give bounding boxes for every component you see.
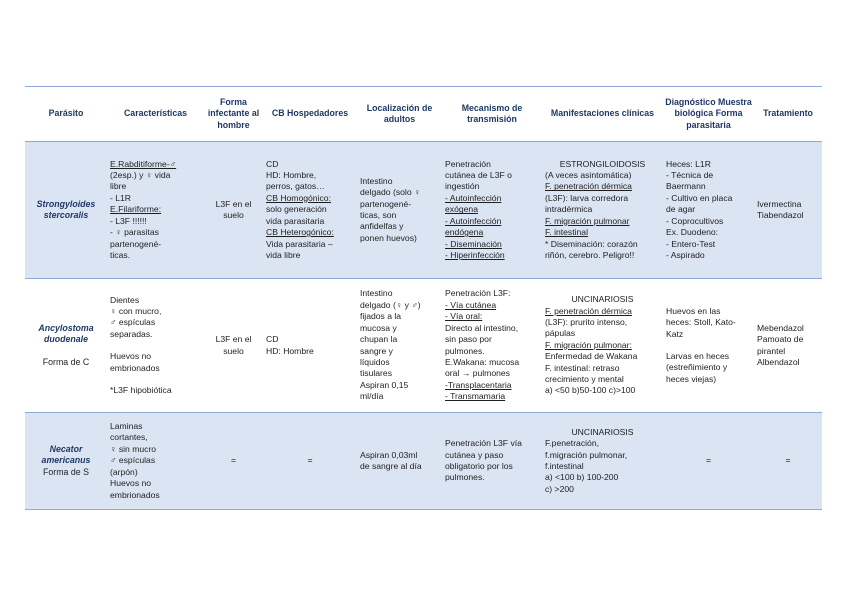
text-line: cutánea de L3F o [445, 170, 512, 181]
text-line: F. intestinal [545, 227, 588, 238]
text-line: - Entero-Test [666, 238, 716, 249]
header-mecanismo: Mecanismo de transmisión [442, 87, 542, 142]
text-line: Baermann [666, 181, 706, 192]
header-cb-hospedadores: CB Hospedadores [263, 87, 357, 142]
manifestaciones-cell [542, 142, 663, 279]
text-line: solo generación [266, 204, 327, 215]
text-line: delgado (♀ y ♂) [360, 299, 421, 310]
text-line: Dientes [110, 294, 140, 305]
text-line: F. migración pulmonar: [545, 339, 632, 350]
parasite-cell [25, 279, 107, 413]
text-line: Larvas en heces [666, 351, 730, 361]
text-line: tisulares [360, 368, 392, 379]
text-line: Aspiran 0,03ml [360, 449, 418, 460]
text-line: pulmones. [445, 345, 485, 356]
diagnostico-cell [663, 413, 754, 510]
parasite-cell [25, 413, 107, 510]
localizacion-cell [357, 142, 442, 279]
text-line: Penetración L3F: [445, 288, 511, 299]
text-line: delgado (solo ♀ [360, 187, 421, 198]
text-line: CD [266, 158, 279, 169]
header-diagnostico: Diagnóstico Muestra biológica Forma parasitaria [663, 87, 754, 142]
text-line: Enfermedad de Wakana [545, 351, 638, 362]
diagnostico-cell [663, 142, 754, 279]
text-line: libre [110, 181, 127, 192]
text-line: cutánea y paso [445, 449, 504, 460]
text-line: pápulas [545, 328, 576, 339]
text-line: - Hiperinfección [445, 249, 505, 260]
text-line: - Aspirado [666, 249, 705, 260]
text-line: F. penetración dérmica [545, 305, 632, 316]
text-line: - Transmamaria [445, 391, 506, 402]
text-line: F. migración pulmonar [545, 215, 630, 226]
text-line: * Diseminación: corazón [545, 238, 638, 249]
text-line: F.penetración, [545, 438, 599, 449]
text-line: perros, gatos… [266, 181, 325, 192]
tratamiento-cell [754, 279, 822, 413]
parasite-cell [25, 142, 107, 279]
text-line: vida libre [266, 249, 301, 260]
text-line: embrionados [110, 489, 160, 500]
text-line: Directo al intestino, [445, 322, 519, 333]
text-line: pulmones. [445, 472, 485, 483]
parasite-name: Strongyloides stercoralis [36, 198, 96, 220]
text-line: -Transplacentaria [445, 379, 512, 390]
text-line: - Cultivo en placa [666, 192, 733, 203]
text-line: ♀ con mucro, [110, 305, 162, 316]
text-line: ingestión [445, 181, 480, 192]
text-line: - L3F !!!!!! [110, 215, 147, 226]
text-line: f.migración pulmonar, [545, 449, 628, 460]
cb-cell [263, 279, 357, 413]
text-line: de sangre al día [360, 461, 422, 471]
cb-cell [263, 142, 357, 279]
text-line: (A veces asintomática) [545, 170, 632, 181]
text-line: F. penetración dérmica [545, 181, 632, 192]
text-line: chupan la [360, 334, 398, 345]
cb-text: = [307, 455, 313, 466]
text-line: Intestino [360, 288, 393, 299]
text-line: (estreñimiento y [666, 362, 728, 373]
text-line: E.Wakana: mucosa [445, 356, 520, 367]
text-line: Huevos no [110, 478, 152, 489]
disease-title: UNCINARIOSIS [571, 426, 634, 437]
parasite-table [25, 86, 822, 510]
header-parasito: Parásito [25, 87, 107, 142]
header-forma-infectante: Forma infectante al hombre [204, 87, 263, 142]
text-line: - Autoinfección [445, 215, 502, 226]
text-line: (2esp.) y ♀ vida [110, 170, 171, 181]
text-line: ml/día [360, 391, 384, 402]
parasite-name: Necator americanus [41, 443, 91, 466]
tratamiento-cell [754, 413, 822, 510]
text-line: (L3F): prurito intenso, [545, 316, 628, 327]
localizacion-cell [357, 413, 442, 510]
caracteristicas-cell [107, 142, 204, 279]
text-line: Penetración [445, 158, 491, 169]
text-line: embrionados [110, 362, 160, 373]
parasite-form: Forma de S [43, 466, 89, 477]
text-line: a) <100 b) 100-200 [545, 472, 619, 483]
header-localizacion: Localización de adultos [357, 87, 442, 142]
header-tratamiento: Tratamiento [754, 87, 822, 142]
mecanismo-cell [442, 413, 542, 510]
text-line: partenogené- [110, 238, 162, 249]
text-line: - Diseminación [445, 238, 502, 249]
parasite-form: Forma de C [42, 356, 90, 367]
text-line: mucosa y [360, 322, 397, 333]
text-line: HD: Hombre, [266, 170, 317, 181]
text-line: Huevos no [110, 351, 152, 362]
text-line: ticas. [110, 249, 131, 260]
header-caracteristicas: Características [107, 87, 204, 142]
text-line: vida parasitaria [266, 215, 325, 226]
text-line: Ex. Duodeno: [666, 227, 719, 238]
text-line: c) >200 [545, 483, 574, 494]
text-line: *L3F hipobiótica [110, 385, 172, 396]
text-line: Intestino [360, 175, 393, 186]
text-line: anfidelfas y [360, 221, 404, 232]
text-line: - Autoinfección [445, 192, 502, 203]
forma-text: L3F en el suelo [215, 198, 252, 220]
text-line: obligatorio por los [445, 461, 513, 471]
text-line: pirantel [757, 345, 786, 356]
text-line: - Coprocultivos [666, 215, 724, 226]
text-line: Huevos en las [666, 305, 721, 316]
text-line: oral → pulmones [445, 368, 510, 379]
table-row [25, 413, 822, 510]
text-line: - Vía cutánea [445, 299, 497, 310]
text-line: - L1R [110, 192, 132, 203]
header-manifestaciones: Manifestaciones clínicas [542, 87, 663, 142]
text-line: ♂ espículas [110, 317, 156, 328]
text-line: a) <50 b)50-100 c)>100 [545, 385, 636, 396]
table-row [25, 142, 822, 279]
text-line: (L3F): larva corredora [545, 192, 629, 203]
manifestaciones-cell [542, 279, 663, 413]
text-line: riñón, cerebro. Peligro!! [545, 249, 635, 260]
disease-title: UNCINARIOSIS [571, 294, 634, 305]
forma-text: = [230, 455, 237, 466]
text-line: CB Heterogónico: [266, 227, 334, 238]
text-line: - Vía oral: [445, 311, 483, 322]
text-line: Albendazol [757, 356, 800, 367]
manifestaciones-cell [542, 413, 663, 510]
caracteristicas-cell [107, 279, 204, 413]
forma-cell [204, 279, 263, 413]
localizacion-cell [357, 279, 442, 413]
text-line: partenogené- [360, 198, 412, 209]
text-line: f.intestinal [545, 461, 584, 471]
text-line: intradérmica [545, 204, 593, 215]
disease-title: ESTRONGILOIDOSIS [559, 158, 646, 169]
text-line: de agar [666, 204, 696, 215]
text-line: F. intestinal: retraso [545, 362, 620, 373]
text-line: Pamoato de [757, 334, 804, 345]
text-line: Vida parasitaria – [266, 238, 333, 249]
caracteristicas-cell [107, 413, 204, 510]
text-line: Katz [666, 328, 684, 339]
forma-text: L3F en el suelo [215, 334, 252, 356]
text-line: sin paso por [445, 334, 492, 345]
diagnostico-cell [663, 279, 754, 413]
text-line: E.Rabditiforme-♂ [110, 158, 177, 169]
text-line: ♀ sin mucro [110, 443, 157, 454]
text-line: endógena [445, 227, 484, 238]
mecanismo-cell [442, 279, 542, 413]
text-line: (arpón) [110, 466, 138, 477]
mecanismo-cell [442, 142, 542, 279]
text-line: Laminas [110, 421, 143, 432]
text-line: CB Homogónico: [266, 192, 331, 203]
forma-cell [204, 413, 263, 510]
text-line: ticas, son [360, 210, 397, 220]
text-line: exógena [445, 204, 478, 215]
text-line: Tiabendazol [757, 210, 804, 220]
cb-cell [263, 413, 357, 510]
text-line: CD [266, 334, 279, 345]
text-line: cortantes, [110, 432, 148, 443]
tratamiento-text: = [785, 455, 791, 466]
text-line: - ♀ parasitas [110, 227, 159, 238]
text-line: líquidos [360, 356, 390, 367]
text-line: crecimiento y mental [545, 374, 624, 385]
tratamiento-cell [754, 142, 822, 279]
text-line: ♂ espículas [110, 455, 156, 466]
header-row [25, 87, 822, 142]
text-line: heces viejas) [666, 373, 717, 384]
text-line: heces: Stoll, Kato- [666, 317, 736, 328]
table-row [25, 279, 822, 413]
text-line: Heces: L1R [666, 158, 711, 169]
text-line: fijados a la [360, 311, 402, 322]
text-line: Penetración L3F vía [445, 438, 522, 449]
forma-cell [204, 142, 263, 279]
text-line: E.Filariforme: [110, 204, 162, 215]
text-line: Aspiran 0,15 [360, 379, 409, 390]
parasite-name: Ancylostoma duodenale [38, 322, 94, 345]
text-line: HD: Hombre [266, 345, 314, 356]
text-line: ponen huevos) [360, 232, 417, 243]
text-line: Mebendazol [757, 322, 804, 333]
diagnostico-text: = [705, 455, 712, 466]
text-line: sangre y [360, 345, 393, 356]
text-line: - Técnica de [666, 170, 714, 181]
text-line: Ivermectina [757, 198, 802, 209]
text-line: separadas. [110, 328, 153, 339]
